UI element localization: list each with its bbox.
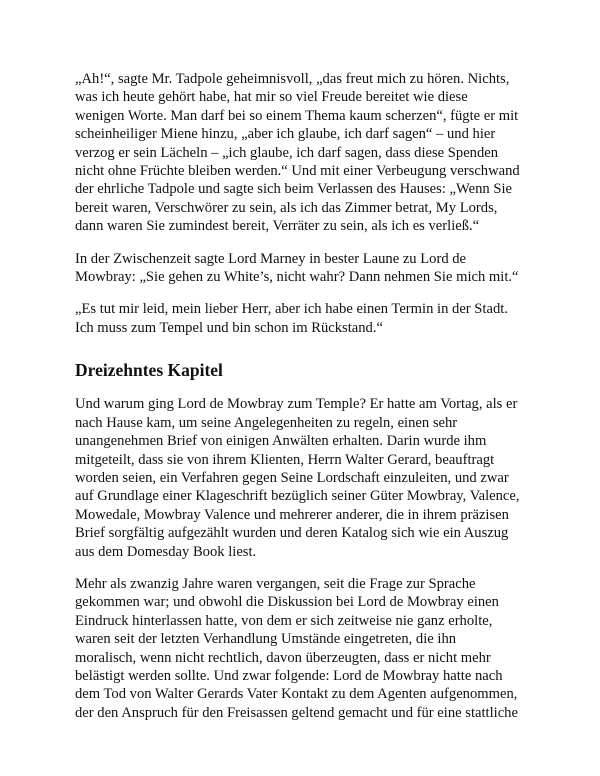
paragraph-tadpole-speech: „Ah!“, sagte Mr. Tadpole geheimnisvoll, „das freut mich zu hören. Nichts, was ich heute gehört habe, hat mir so viel Freude bereitet wie diese wenigen Worte. Man darf bei so einem Thema kaum scherzen“, fügte er mit scheinheiliger Miene hinzu, „aber ich glaube, ich darf sagen“ – und hier verzog er sein Lächeln – „ich glaube, ich darf sagen, dass diese Spenden nicht ohne Früchte bleiben werden.“ Und mit einer Verbeugung verschwand der ehrliche Tadpole und sagte sich beim Verlassen des Hauses: „Wenn Sie bereit waren, Verschwörer zu sein, als ich das Zimmer betrat, My Lords, dann waren Sie zumindest bereit, Verräter zu sein, als ich es verließ.“ [75,71,520,235]
paragraph-twenty-years: Mehr als zwanzig Jahre waren vergangen, seit die Frage zur Sprache gekommen war; und obwohl die Diskussion bei Lord de Mowbray einen Eindruck hinterlassen hatte, von dem er sich zeitweise nie ganz erholte, waren seit der letzten Verhandlung Umstände eingetreten, die ihn moralisch, wenn nicht rechtlich, davon überzeugten, dass er nicht mehr belästigt werden sollte. Und zwar folgende: Lord de Mowbray hatte nach dem Tod von Walter Gerards Vater Kontakt zu dem Agenten aufgenommen, der den Anspruch für den Freisassen geltend gemacht und für eine stattliche [75,575,518,721]
paragraph-letter-from-lawyers: Und warum ging Lord de Mowbray zum Temple? Er hatte am Vortag, als er nach Hause kam, um seine Angelegenheiten zu regeln, einen sehr unangenehmen Brief von einigen Anwälten erhalten. Darin wurde ihm mitgeteilt, dass sie von ihrem Klienten, Herrn Walter Gerard, beauftragt worden seien, ein Verfahren gegen Seine Lordschaft einzuleiten, und zwar auf Grundlage einer Klageschrift bezüglich seiner Güter Mowbray, Valence, Mowedale, Mowbray Valence und mehrerer anderer, die in ihrem präzisen Brief sorgfältig aufgezählt wurden und deren Katalog sich wie ein Auszug aus dem Domesday Book liest. [75,396,520,560]
paragraph-lord-marney: In der Zwischenzeit sagte Lord Marney in bester Laune zu Lord de Mowbray: „Sie gehen zu White’s, nicht wahr? Dann nehmen Sie mich mit.“ [75,250,519,286]
document-page [75,70,530,736]
chapter-heading: Dreizehntes Kapitel [75,360,223,381]
paragraph-temple-reply: „Es tut mir leid, mein lieber Herr, aber ich habe einen Termin in der Stadt. Ich muss zum Tempel und bin schon im Rückstand.“ [75,301,508,336]
